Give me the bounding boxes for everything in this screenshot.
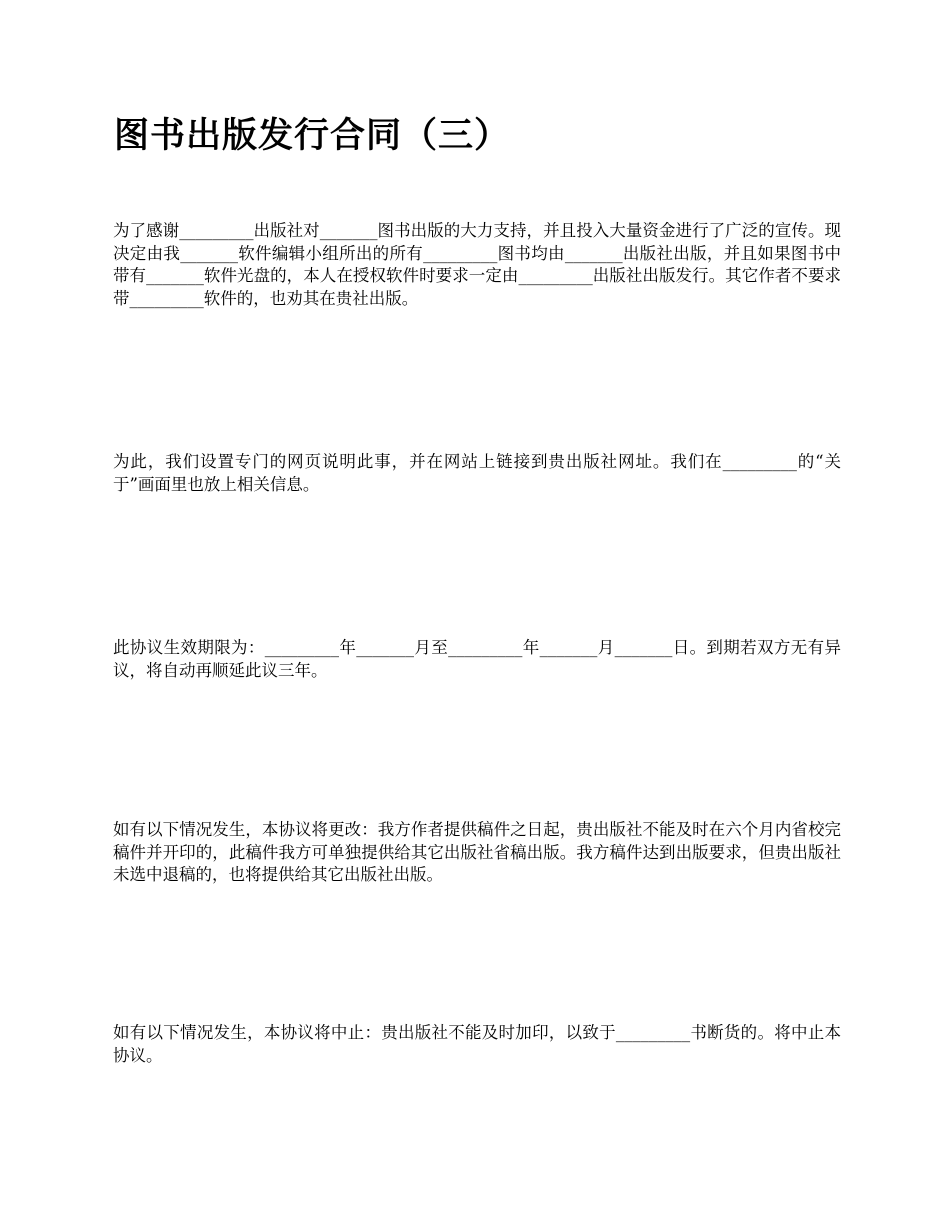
paragraph-termination: 如有以下情况发生，本协议将中止：贵出版社不能及时加印，以致于_________书断货的。将中止本协议。 (113, 1023, 841, 1065)
paragraph-amendment: 如有以下情况发生，本协议将更改：我方作者提供稿件之日起，贵出版社不能及时在六个月内省校完稿件并开印的，此稿件我方可单独提供给其它出版社省稿出版。我方稿件达到出版要求，但贵出版社未选中退稿的，也将提供给其它出版社出版。 (113, 820, 841, 884)
paragraph-thanks: 为了感谢_________出版社对_______图书出版的大力支持，并且投入大量资金进行了广泛的宣传。现决定由我_______软件编辑小组所出的所有_________图书均由_______出版社出版，并且如果图书中带有_______软件光盘的，本人在授权软件时要求一定由_________出版社出版发行。其它作者不要求带_________软件的，也劝其在贵社出版。 (113, 221, 841, 308)
paragraph-validity: 此协议生效期限为：_________年_______月至_________年_______月_______日。到期若双方无有异议，将自动再顺延此议三年。 (113, 638, 841, 680)
paragraph-website: 为此，我们设置专门的网页说明此事，并在网站上链接到贵出版社网址。我们在_________的“关于”画面里也放上相关信息。 (113, 452, 841, 494)
document-title: 图书出版发行合同（三） (114, 116, 511, 156)
